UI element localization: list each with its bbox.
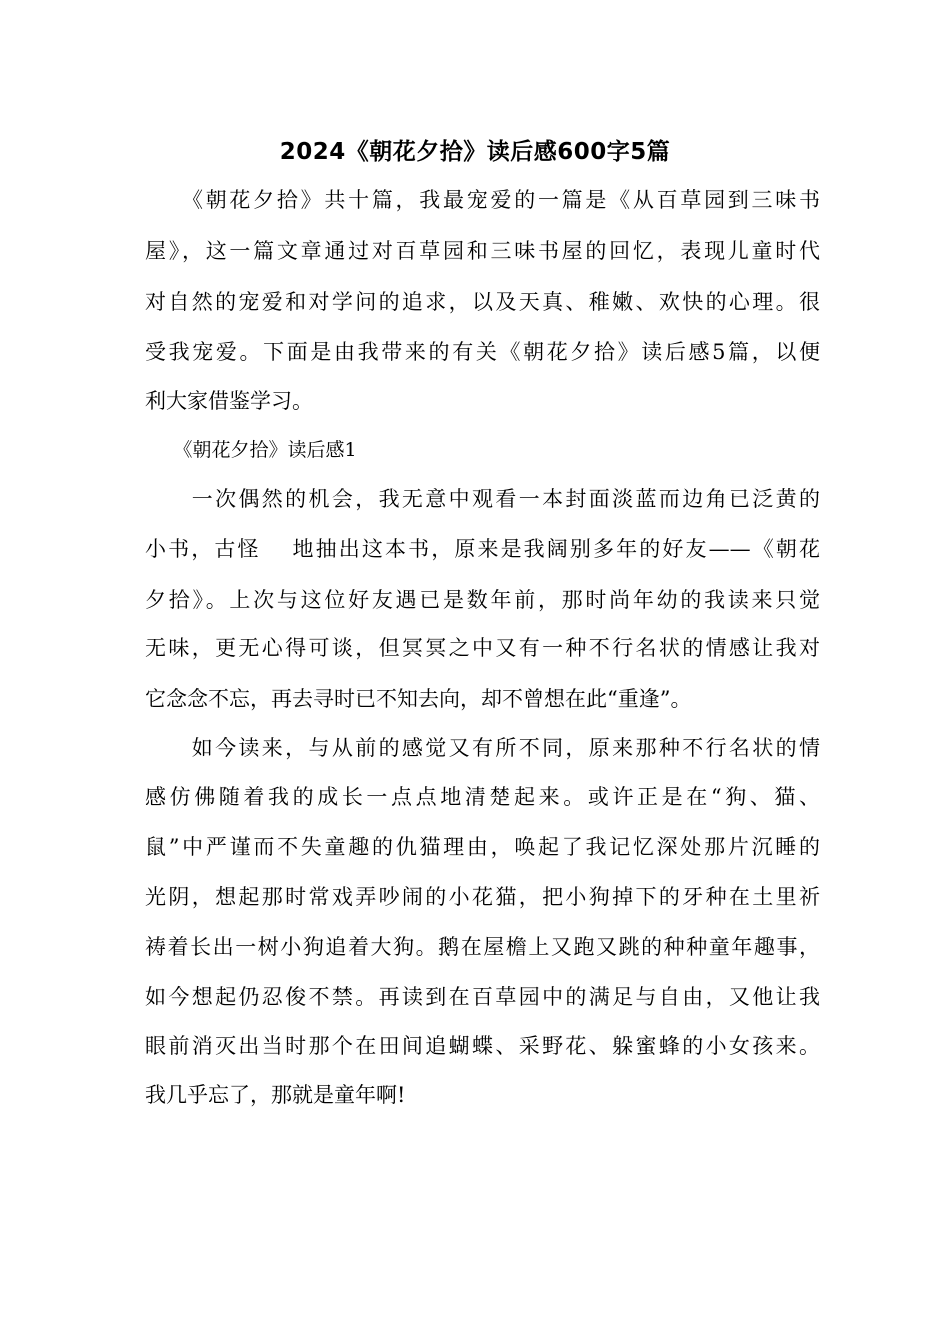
paragraph2-line: 感仿佛随着我的成长一点点地清楚起来。或许正是在“狗、猫、 xyxy=(145,785,820,809)
page-title: 2024《朝花夕拾》读后感600字5篇 xyxy=(279,139,671,165)
paragraph2-line: 光阴，想起那时常戏弄吵闹的小花猫，把小狗掉下的牙种在土里祈 xyxy=(145,885,820,909)
paragraph1-line: 小书，古怪 地抽出这本书，原来是我阔别多年的好友——《朝花 xyxy=(145,537,820,561)
paragraph2-line: 我几乎忘了，那就是童年啊! xyxy=(145,1083,406,1107)
section-heading: 《朝花夕拾》读后感1 xyxy=(145,439,357,461)
intro-line: 《朝花夕拾》共十篇，我最宠爱的一篇是《从百草园到三味书 xyxy=(145,188,820,212)
paragraph2-line: 鼠”中严谨而不失童趣的仇猫理由，唤起了我记忆深处那片沉睡的 xyxy=(145,835,820,859)
intro-line: 屋》，这一篇文章通过对百草园和三味书屋的回忆，表现儿童时代 xyxy=(145,239,820,263)
paragraph2-line: 如今想起仍忍俊不禁。再读到在百草园中的满足与自由，又他让我 xyxy=(145,985,820,1009)
intro-line: 受我宠爱。下面是由我带来的有关《朝花夕拾》读后感5篇，以便 xyxy=(145,340,820,364)
paragraph1-line: 无味，更无心得可谈，但冥冥之中又有一种不行名状的情感让我对 xyxy=(145,636,820,660)
paragraph2-line: 如今读来，与从前的感觉又有所不同，原来那种不行名状的情 xyxy=(145,736,820,760)
paragraph2-line: 眼前消灭出当时那个在田间追蝴蝶、采野花、躲蜜蜂的小女孩来。 xyxy=(145,1034,820,1058)
paragraph1-line: 它念念不忘，再去寻时已不知去向，却不曾想在此“重逢”。 xyxy=(145,687,692,711)
intro-line: 利大家借鉴学习。 xyxy=(145,389,313,413)
paragraph1-line: 一次偶然的机会，我无意中观看一本封面淡蓝而边角已泛黄的 xyxy=(145,487,820,511)
intro-line: 对自然的宠爱和对学问的追求，以及天真、稚嫩、欢快的心理。很 xyxy=(145,290,820,314)
paragraph2-line: 祷着长出一树小狗追着大狗。鹅在屋檐上又跑又跳的种种童年趣事， xyxy=(145,935,820,959)
paragraph1-line: 夕拾》。上次与这位好友遇已是数年前，那时尚年幼的我读来只觉 xyxy=(145,588,820,612)
